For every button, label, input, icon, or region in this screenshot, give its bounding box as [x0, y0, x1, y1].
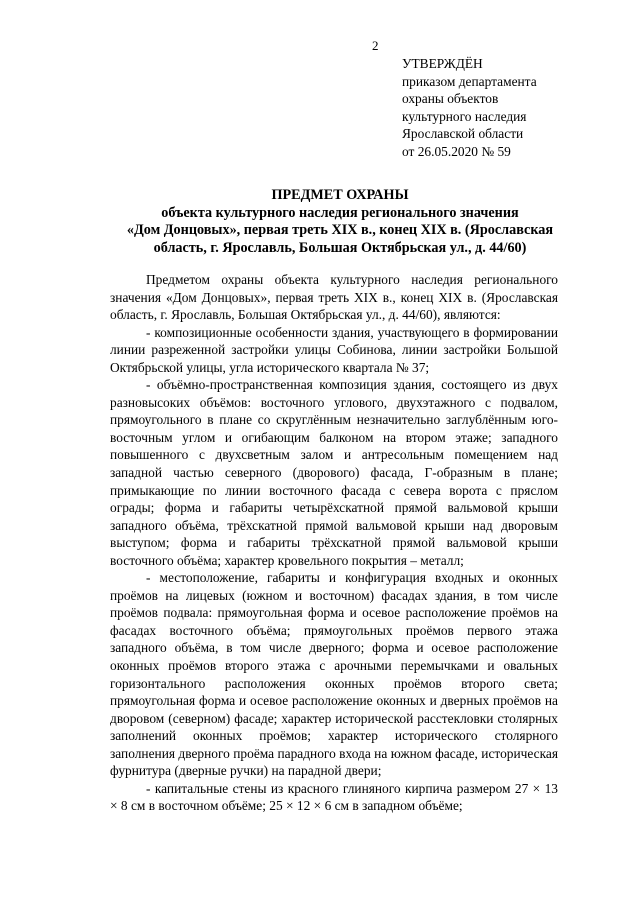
approval-line: УТВЕРЖДЁН: [402, 56, 483, 71]
title-line: «Дом Донцовых», первая треть XIX в., конец XIX в. (Ярославская: [126, 222, 554, 239]
document-body: [110, 271, 558, 815]
title-line: область, г. Ярославль, Большая Октябрьская ул., д. 44/60): [153, 239, 527, 256]
intro-paragraph: Предметом охраны объекта культурного наследия регионального значения «Дом Донцовых», первая треть XIX в., конец XIX в. (Ярославская область, г. Ярославль, Большая Октябрьская ул., д. 44/60), являются:: [110, 272, 558, 323]
list-item: - объёмно-пространственная композиция здания, состоящего из двух разновысоких объёмов: восточного углового, двухэтажного с подвалом, прямоугольного в плане со скруглённым незначительно заглублённым юго-восточным углом и огибающим балконом на втором этаже; западного повышенного с двухсветным залом и антресольным помещением над западной частью северного (дворового) фасада, Г-образным в плане; примыкающие по линии восточного фасада с севера ворота с пряслом ограды; форма и габариты четырёхскатной прямой вальмовой крыши западного объёма, трёхскатной прямой вальмовой крыши над дворовым выступом; форма и габариты трёхскатной прямой вальмовой крыши восточного объёма; характер кровельного покрытия – металл;: [110, 377, 558, 568]
document-title: [110, 187, 570, 257]
page-number: 2: [372, 38, 379, 53]
approval-stamp: [402, 55, 537, 161]
title-line: ПРЕДМЕТ ОХРАНЫ: [271, 187, 409, 203]
approval-line: культурного наследия: [402, 108, 527, 124]
list-item: - композиционные особенности здания, участвующего в формировании линии разреженной застройки улицы Собинова, линии застройки Большой Октябрьской улицы, угла исторического квартала № 37;: [110, 324, 558, 375]
approval-line: охраны объектов: [402, 91, 499, 107]
list-item: - капитальные стены из красного глиняного кирпича размером 27 × 13 × 8 см в восточном объёме; 25 × 12 × 6 см в западном объёме;: [110, 780, 558, 814]
list-item: - местоположение, габариты и конфигурация входных и оконных проёмов на лицевых (южном и восточном) фасадах здания, в том числе проёмов подвала: прямоугольная форма и осевое расположение проёмов на фасадах восточного объёма; прямоугольных проёмов первого этажа западного объёма, в том числе дверного; форма и осевое расположение оконных проёмов второго этажа с арочными перемычками и овальных горизонтального расположения оконных проёмов второго света; прямоугольная форма и осевое расположение оконных и дверных проёмов на дворовом (северном) фасаде; характер исторической расстекловки столярных заполнений оконных проёмов; характер исторического столярного заполнения дверного проёма парадного входа на южном фасаде, историческая фурнитура (дверные ручки) на парадной двери;: [110, 570, 558, 779]
approval-line: Ярославской области: [402, 126, 524, 142]
approval-line: приказом департамента: [402, 73, 537, 89]
title-line: объекта культурного наследия регионального значения: [161, 204, 519, 221]
approval-line: от 26.05.2020 № 59: [402, 143, 511, 159]
